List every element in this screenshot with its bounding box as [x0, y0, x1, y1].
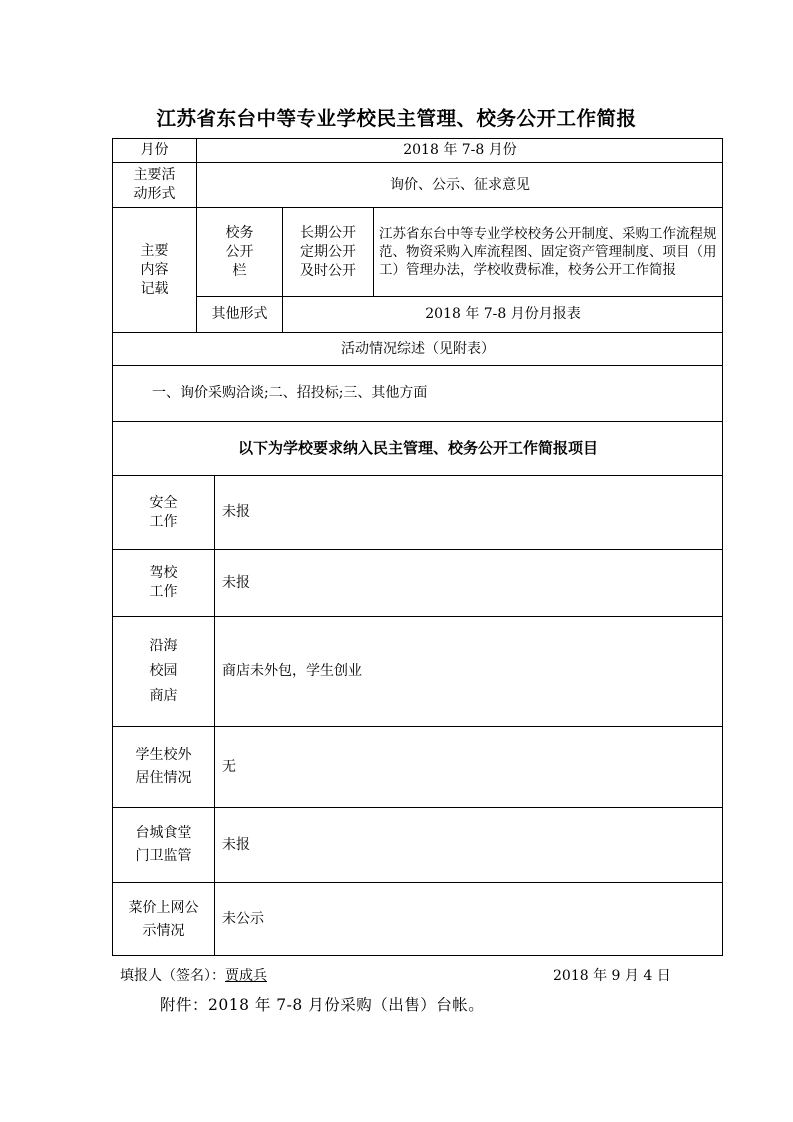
attachment-note: 附件：2018 年 7-8 月份采购（出售）台帐。 [160, 996, 485, 1014]
disclosure-items: 江苏省东台中等专业学校校务公开制度、采购工作流程规范、物资采购入库流程图、固定资产管理制度、项目（用工）管理办法，学校收费标准，校务公开工作简报 [379, 226, 717, 278]
reporter-signature: 贾成兵 [225, 968, 267, 984]
activity-form-value: 询价、公示、征求意见 [390, 176, 530, 193]
item-value-canteen-gate: 未报 [222, 836, 250, 853]
item-value-off-campus-housing: 无 [222, 758, 236, 775]
report-date: 2018 年 9 月 4 日 [553, 968, 671, 984]
board-label: 校务 公开 栏 [225, 224, 254, 279]
activity-form-label: 主要活 动形式 [133, 167, 176, 202]
column-divider [373, 207, 374, 296]
item-label-off-campus-housing: 学生校外 居住情况 [135, 747, 192, 786]
item-value-campus-shop: 商店未外包，学生创业 [222, 663, 362, 679]
summary-header: 活动情况综述（见附表） [341, 340, 495, 357]
item-value-driving-school: 未报 [222, 574, 250, 591]
required-items-header: 以下为学校要求纳入民主管理、校务公开工作简报项目 [237, 439, 598, 457]
reporter-line [120, 965, 267, 985]
other-forms-label: 其他形式 [211, 306, 268, 322]
document-title: 江苏省东台中等专业学校民主管理、校务公开工作简报 [156, 107, 637, 130]
month-value: 2018 年 7-8 月份 [403, 142, 517, 158]
other-forms-value: 2018 年 7-8 月份月报表 [425, 306, 581, 322]
item-value-safety: 未报 [222, 504, 250, 520]
item-label-safety: 安全 工作 [149, 494, 178, 530]
item-label-campus-shop: 沿海 校园 商店 [149, 638, 178, 704]
item-value-vegetable-price: 未公示 [222, 911, 264, 927]
content-label: 主要 内容 记载 [140, 242, 169, 297]
column-divider [214, 475, 215, 956]
reporter-label: 填报人（签名）： [120, 968, 225, 984]
summary-body: 一、询价采购洽谈;二、招投标;三、其他方面 [152, 385, 428, 401]
month-label: 月份 [140, 142, 169, 158]
item-label-driving-school: 驾校 工作 [149, 565, 178, 600]
disclosure-types: 长期公开 定期公开 及时公开 [300, 224, 356, 279]
item-label-canteen-gate: 台城食堂 门卫监管 [135, 825, 192, 864]
item-label-vegetable-price: 菜价上网公 示情况 [128, 899, 199, 939]
